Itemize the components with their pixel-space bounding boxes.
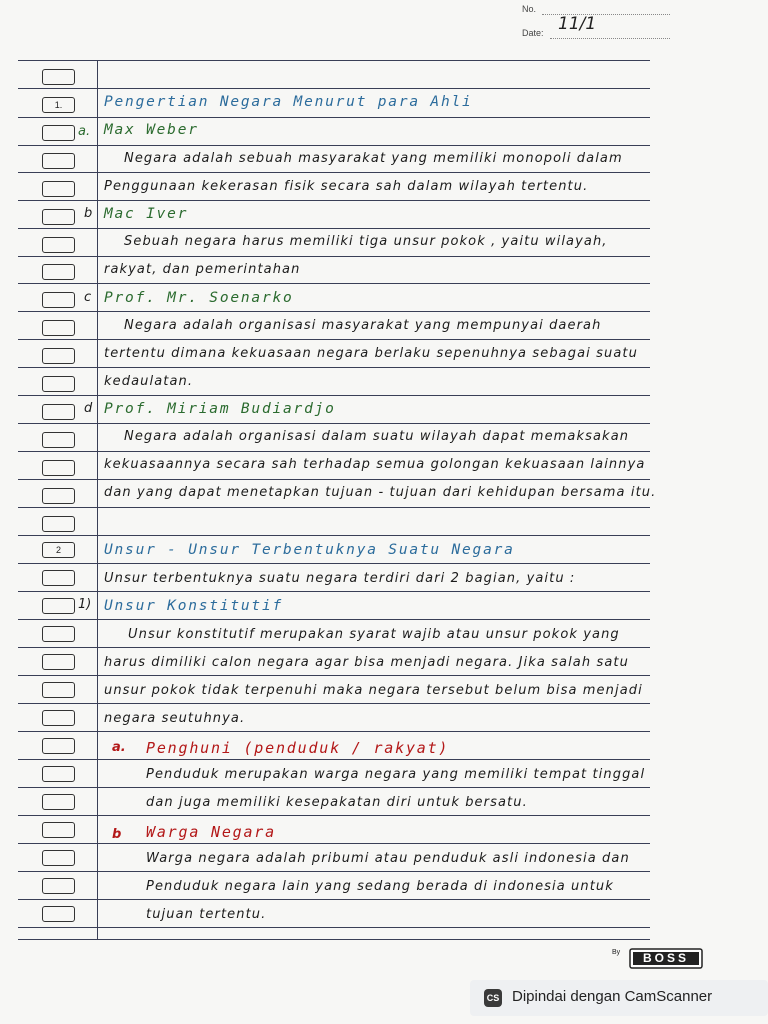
- margin-box: [42, 292, 75, 308]
- heading-budiardjo: Prof. Miriam Budiardjo: [104, 401, 336, 417]
- rule-line: [18, 507, 650, 508]
- rule-line: [18, 88, 650, 89]
- rule-line: [18, 367, 650, 368]
- date-value: 11/1: [558, 14, 597, 34]
- body-line: rakyat, dan pemerintahan: [104, 262, 301, 277]
- body-line: Penduduk negara lain yang sedang berada di indonesia untuk: [146, 879, 614, 894]
- margin-box: [42, 153, 75, 169]
- no-label: No.: [522, 4, 537, 14]
- heading-section-2: Unsur - Unsur Terbentuknya Suatu Negara: [104, 542, 515, 558]
- body-line: Negara adalah organisasi masyarakat yang mempunyai daerah: [124, 318, 602, 333]
- body-line: tujuan tertentu.: [146, 907, 267, 922]
- rule-line: [18, 563, 650, 564]
- rule-line: [18, 619, 650, 620]
- margin-box: [42, 878, 75, 894]
- rule-line: [18, 939, 650, 940]
- margin-box: [42, 264, 75, 280]
- rule-line: [18, 647, 650, 648]
- heading-warga-negara: Warga Negara: [146, 823, 276, 841]
- logo-text: BOSS: [642, 951, 689, 965]
- margin-box: [42, 766, 75, 782]
- margin-box: [42, 348, 75, 364]
- rule-line: [18, 200, 650, 201]
- margin-line: [97, 60, 98, 940]
- margin-box: [42, 376, 75, 392]
- rule-line: [18, 731, 650, 732]
- heading-max-weber: Max Weber: [104, 122, 199, 138]
- body-line: dan yang dapat menetapkan tujuan - tujuan dari kehidupan bersama itu.: [104, 485, 657, 500]
- margin-box: [42, 237, 75, 253]
- body-line: Unsur terbentuknya suatu negara terdiri dari 2 bagian, yaitu :: [104, 571, 576, 586]
- body-line: Warga negara adalah pribumi atau penduduk asli indonesia dan: [146, 851, 630, 866]
- rule-line: [18, 172, 650, 173]
- rule-line: [18, 423, 650, 424]
- marker-sub-a: a.: [112, 740, 126, 755]
- rule-line: [18, 675, 650, 676]
- body-line: tertentu dimana kekuasaan negara berlaku sepenuhnya sebagai suatu: [104, 346, 638, 361]
- body-line: harus dimiliki calon negara agar bisa menjadi negara. Jika salah satu: [104, 655, 629, 670]
- body-line: Penduduk merupakan warga negara yang memiliki tempat tinggal: [146, 767, 646, 782]
- marker-d: d: [84, 401, 93, 416]
- body-line: kedaulatan.: [104, 374, 194, 389]
- body-line: Negara adalah sebuah masyarakat yang memiliki monopoli dalam: [124, 151, 623, 166]
- marker-b: b: [84, 206, 93, 221]
- margin-box: [42, 738, 75, 754]
- body-line: kekuasaannya secara sah terhadap semua golongan kekuasaan lainnya: [104, 457, 646, 472]
- margin-box: [42, 570, 75, 586]
- rule-line: [18, 451, 650, 452]
- margin-box: [42, 906, 75, 922]
- rule-line: [18, 843, 650, 844]
- rule-line: [18, 899, 650, 900]
- rule-line: [18, 311, 650, 312]
- margin-box: [42, 69, 75, 85]
- rule-line: [18, 145, 650, 146]
- heading-konstitutif: Unsur Konstitutif: [104, 598, 284, 614]
- date-label: Date:: [522, 28, 544, 38]
- rule-line: [18, 535, 650, 536]
- rule-line: [18, 591, 650, 592]
- margin-box: [42, 794, 75, 810]
- margin-box: [42, 488, 75, 504]
- heading-section-1: Pengertian Negara Menurut para Ahli: [104, 94, 473, 110]
- body-line: Penggunaan kekerasan fisik secara sah dalam wilayah tertentu.: [104, 179, 589, 194]
- margin-box: [42, 125, 75, 141]
- marker-sub-b: b: [112, 827, 122, 842]
- heading-soenarko: Prof. Mr. Soenarko: [104, 290, 294, 306]
- rule-line: [18, 927, 650, 928]
- margin-box-section-1: 1.: [42, 97, 75, 113]
- margin-box: [42, 181, 75, 197]
- margin-box-section-2: 2: [42, 542, 75, 558]
- rule-line: [18, 871, 650, 872]
- heading-mac-iver: Mac Iver: [104, 206, 189, 222]
- rule-line: [18, 759, 650, 760]
- heading-penghuni: Penghuni (penduduk / rakyat): [146, 739, 450, 757]
- margin-box: [42, 626, 75, 642]
- margin-box: [42, 710, 75, 726]
- marker-a: a.: [78, 124, 91, 139]
- margin-box: [42, 320, 75, 336]
- body-line: unsur pokok tidak terpenuhi maka negara tersebut belum bisa menjadi: [104, 683, 643, 698]
- camscanner-text: Dipindai dengan CamScanner: [512, 988, 713, 1005]
- body-line: dan juga memiliki kesepakatan diri untuk bersatu.: [146, 795, 528, 810]
- margin-box: [42, 598, 75, 614]
- body-line: Unsur konstitutif merupakan syarat wajib atau unsur pokok yang: [128, 627, 620, 642]
- rule-line: [18, 283, 650, 284]
- margin-box: [42, 850, 75, 866]
- rule-line: [18, 479, 650, 480]
- body-line: Sebuah negara harus memiliki tiga unsur pokok , yaitu wilayah,: [124, 234, 608, 249]
- rule-line: [18, 703, 650, 704]
- margin-box: [42, 209, 75, 225]
- margin-box: [42, 432, 75, 448]
- logo-by: By: [612, 949, 621, 956]
- rule-line: [18, 339, 650, 340]
- margin-box: [42, 822, 75, 838]
- rule-line: [18, 117, 650, 118]
- rule-line: [18, 60, 650, 61]
- margin-box: [42, 460, 75, 476]
- rule-line: [18, 256, 650, 257]
- margin-box: [42, 654, 75, 670]
- margin-box: [42, 404, 75, 420]
- body-line: Negara adalah organisasi dalam suatu wilayah dapat memaksakan: [124, 429, 630, 444]
- boss-logo: [612, 946, 704, 970]
- camscanner-icon: CS: [484, 989, 502, 1007]
- marker-c: c: [84, 290, 92, 305]
- margin-box: [42, 516, 75, 532]
- rule-line: [18, 787, 650, 788]
- rule-line: [18, 815, 650, 816]
- margin-box: [42, 682, 75, 698]
- date-line: [550, 38, 670, 39]
- body-line: negara seutuhnya.: [104, 711, 246, 726]
- rule-line: [18, 395, 650, 396]
- rule-line: [18, 228, 650, 229]
- marker-1: 1): [78, 597, 92, 612]
